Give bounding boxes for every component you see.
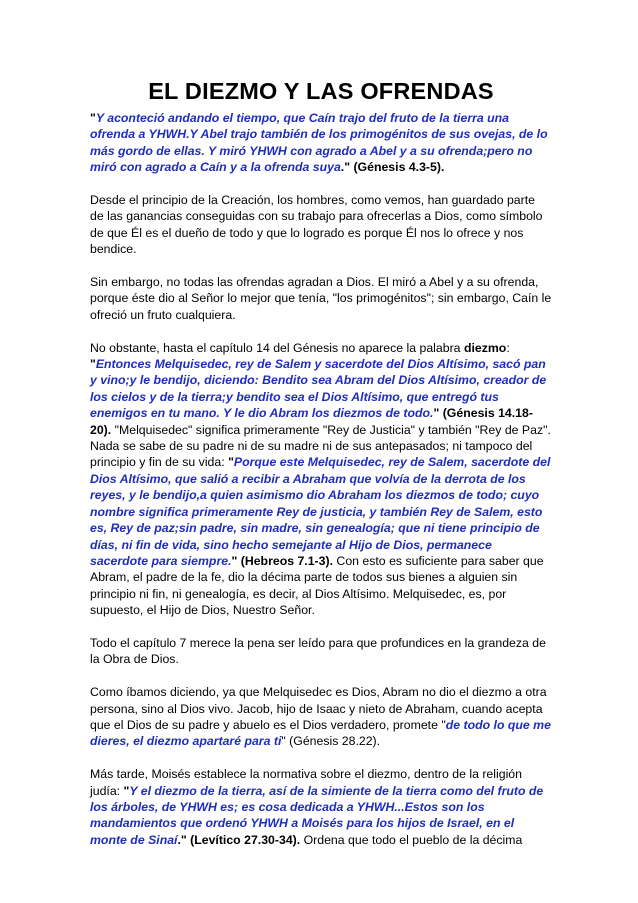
scripture-quote: Entonces Melquisedec, rey de Salem y sacerdote del Dios Altísimo, sacó pan y vino;y le bendijo, diciendo: Bendito sea Abram del Dios Altísimo, creador de los cielos y de la tierra;y bendito sea el Dios Altísimo, que entregó tus enemigos en tu mano. Y le dio Abram los diezmos de todo.	[90, 357, 547, 421]
scripture-quote: de todo lo que me dieres, el diezmo apartaré para ti	[90, 717, 551, 749]
paragraph-creation	[90, 192, 552, 258]
scripture-reference: " (Hebreos 7.1-3).	[231, 553, 334, 568]
scripture-reference: ." (Levítico 27.30-34).	[177, 832, 301, 847]
scripture-quote: Y aconteció andando el tiempo, que Caín trajo del fruto de la tierra una ofrenda a YHWH.Y Abel trajo también de los primogénitos de sus ovejas, de lo más gordo de ellas. Y miró YHWH con agrado a Abel y a su ofrenda;pero no miró con agrado a Caín y a la ofrenda suya	[90, 111, 548, 175]
paragraph-genesis-cain-abel	[90, 110, 552, 176]
body-text: Todo el capítulo 7 merece la pena ser leído para que profundices en la grandeza de la Obra de Dios.	[90, 635, 546, 667]
paragraph-moises	[90, 766, 552, 848]
document-title: EL DIEZMO Y LAS OFRENDAS	[148, 78, 494, 104]
paragraph-offerings	[90, 274, 552, 323]
quote-mark: "	[90, 111, 96, 125]
body-text: Como íbamos diciendo, ya que Melquisedec es Dios, Abram no dio el diezmo a otra persona, sino al Dios vivo. Jacob, hijo de Isaac y nieto de Abraham, cuando acepta que el Dios de su padre y abuelo es el Dios verdadero, promete "	[90, 685, 547, 732]
paragraph-melquisedec	[90, 340, 552, 619]
quote-mark: "	[123, 783, 130, 798]
document-page	[90, 76, 552, 865]
keyword-diezmo: diezmo	[463, 340, 507, 355]
scripture-quote: Y el diezmo de la tierra, así de la simiente de la tierra como del fruto de los árboles, de YHWH es; es cosa dedicada a YHWH...Estos son los mandamientos que ordenó YHWH a Moisés para los hijos de Israel, en el monte de Sinaí	[90, 783, 544, 847]
quote-mark: "	[90, 357, 96, 372]
body-text: Ordena que todo el pueblo de la décima	[300, 832, 523, 847]
body-text: " (Génesis 28.22).	[281, 734, 381, 749]
body-text: "Melquisedec" significa primeramente "Rey de Justicia" y también "Rey de Paz". Nada se sabe de su padre ni de su madre ni de sus antepasados; ni tampoco del principio y fin de su vida:	[90, 422, 551, 470]
paragraph-jacob	[90, 684, 552, 750]
body-text: No obstante, hasta el capítulo 14 del Génesis no aparece la palabra	[90, 340, 464, 355]
body-text: Más tarde, Moisés establece la normativa sobre el diezmo, dentro de la religión judía:	[90, 767, 522, 798]
scripture-reference: " (Génesis 14.18-20).	[90, 406, 533, 437]
scripture-reference: ." (Génesis 4.3-5).	[340, 160, 445, 175]
body-text: Con esto es suficiente para saber que Abram, el padre de la fe, dio la décima parte de todos sus bienes a alguien sin principio ni fin, ni genealogía, es decir, al Dios Altísimo. Melquisedec, es, por supuesto, el Hijo de Dios, Nuestro Señor.	[90, 553, 544, 618]
paragraph-chapter-7	[90, 635, 552, 668]
scripture-quote: Porque este Melquisedec, rey de Salem, sacerdote del Dios Altísimo, que salió a recibir a Abraham que volvía de la derrota de los reyes, y le bendijo,a quien asimismo dio Abraham los diezmos de todo; cuyo nombre significa primeramente Rey de justicia, y también Rey de Salem, esto es, Rey de paz;sin padre, sin madre, sin genealogía; que ni tiene principio de días, ni fin de vida, sino hecho semejante al Hijo de Dios, permanece sacerdote para siempre.	[90, 455, 551, 568]
body-text: Desde el principio de la Creación, los hombres, como vemos, han guardado parte de las ganancias conseguidas con su trabajo para ofrecerlas a Dios, como símbolo de que Él es el dueño de todo y que lo logrado es porque Él nos lo ofrece y nos bendice.	[90, 193, 543, 257]
body-text: Sin embargo, no todas las ofrendas agradan a Dios. El miró a Abel y a su ofrenda, porque éste dio al Señor lo mejor que tenía, "los primogénitos"; sin embargo, Caín le ofreció un fruto cualquiera.	[90, 275, 552, 322]
body-text: :	[506, 340, 510, 355]
quote-mark: "	[228, 455, 234, 470]
